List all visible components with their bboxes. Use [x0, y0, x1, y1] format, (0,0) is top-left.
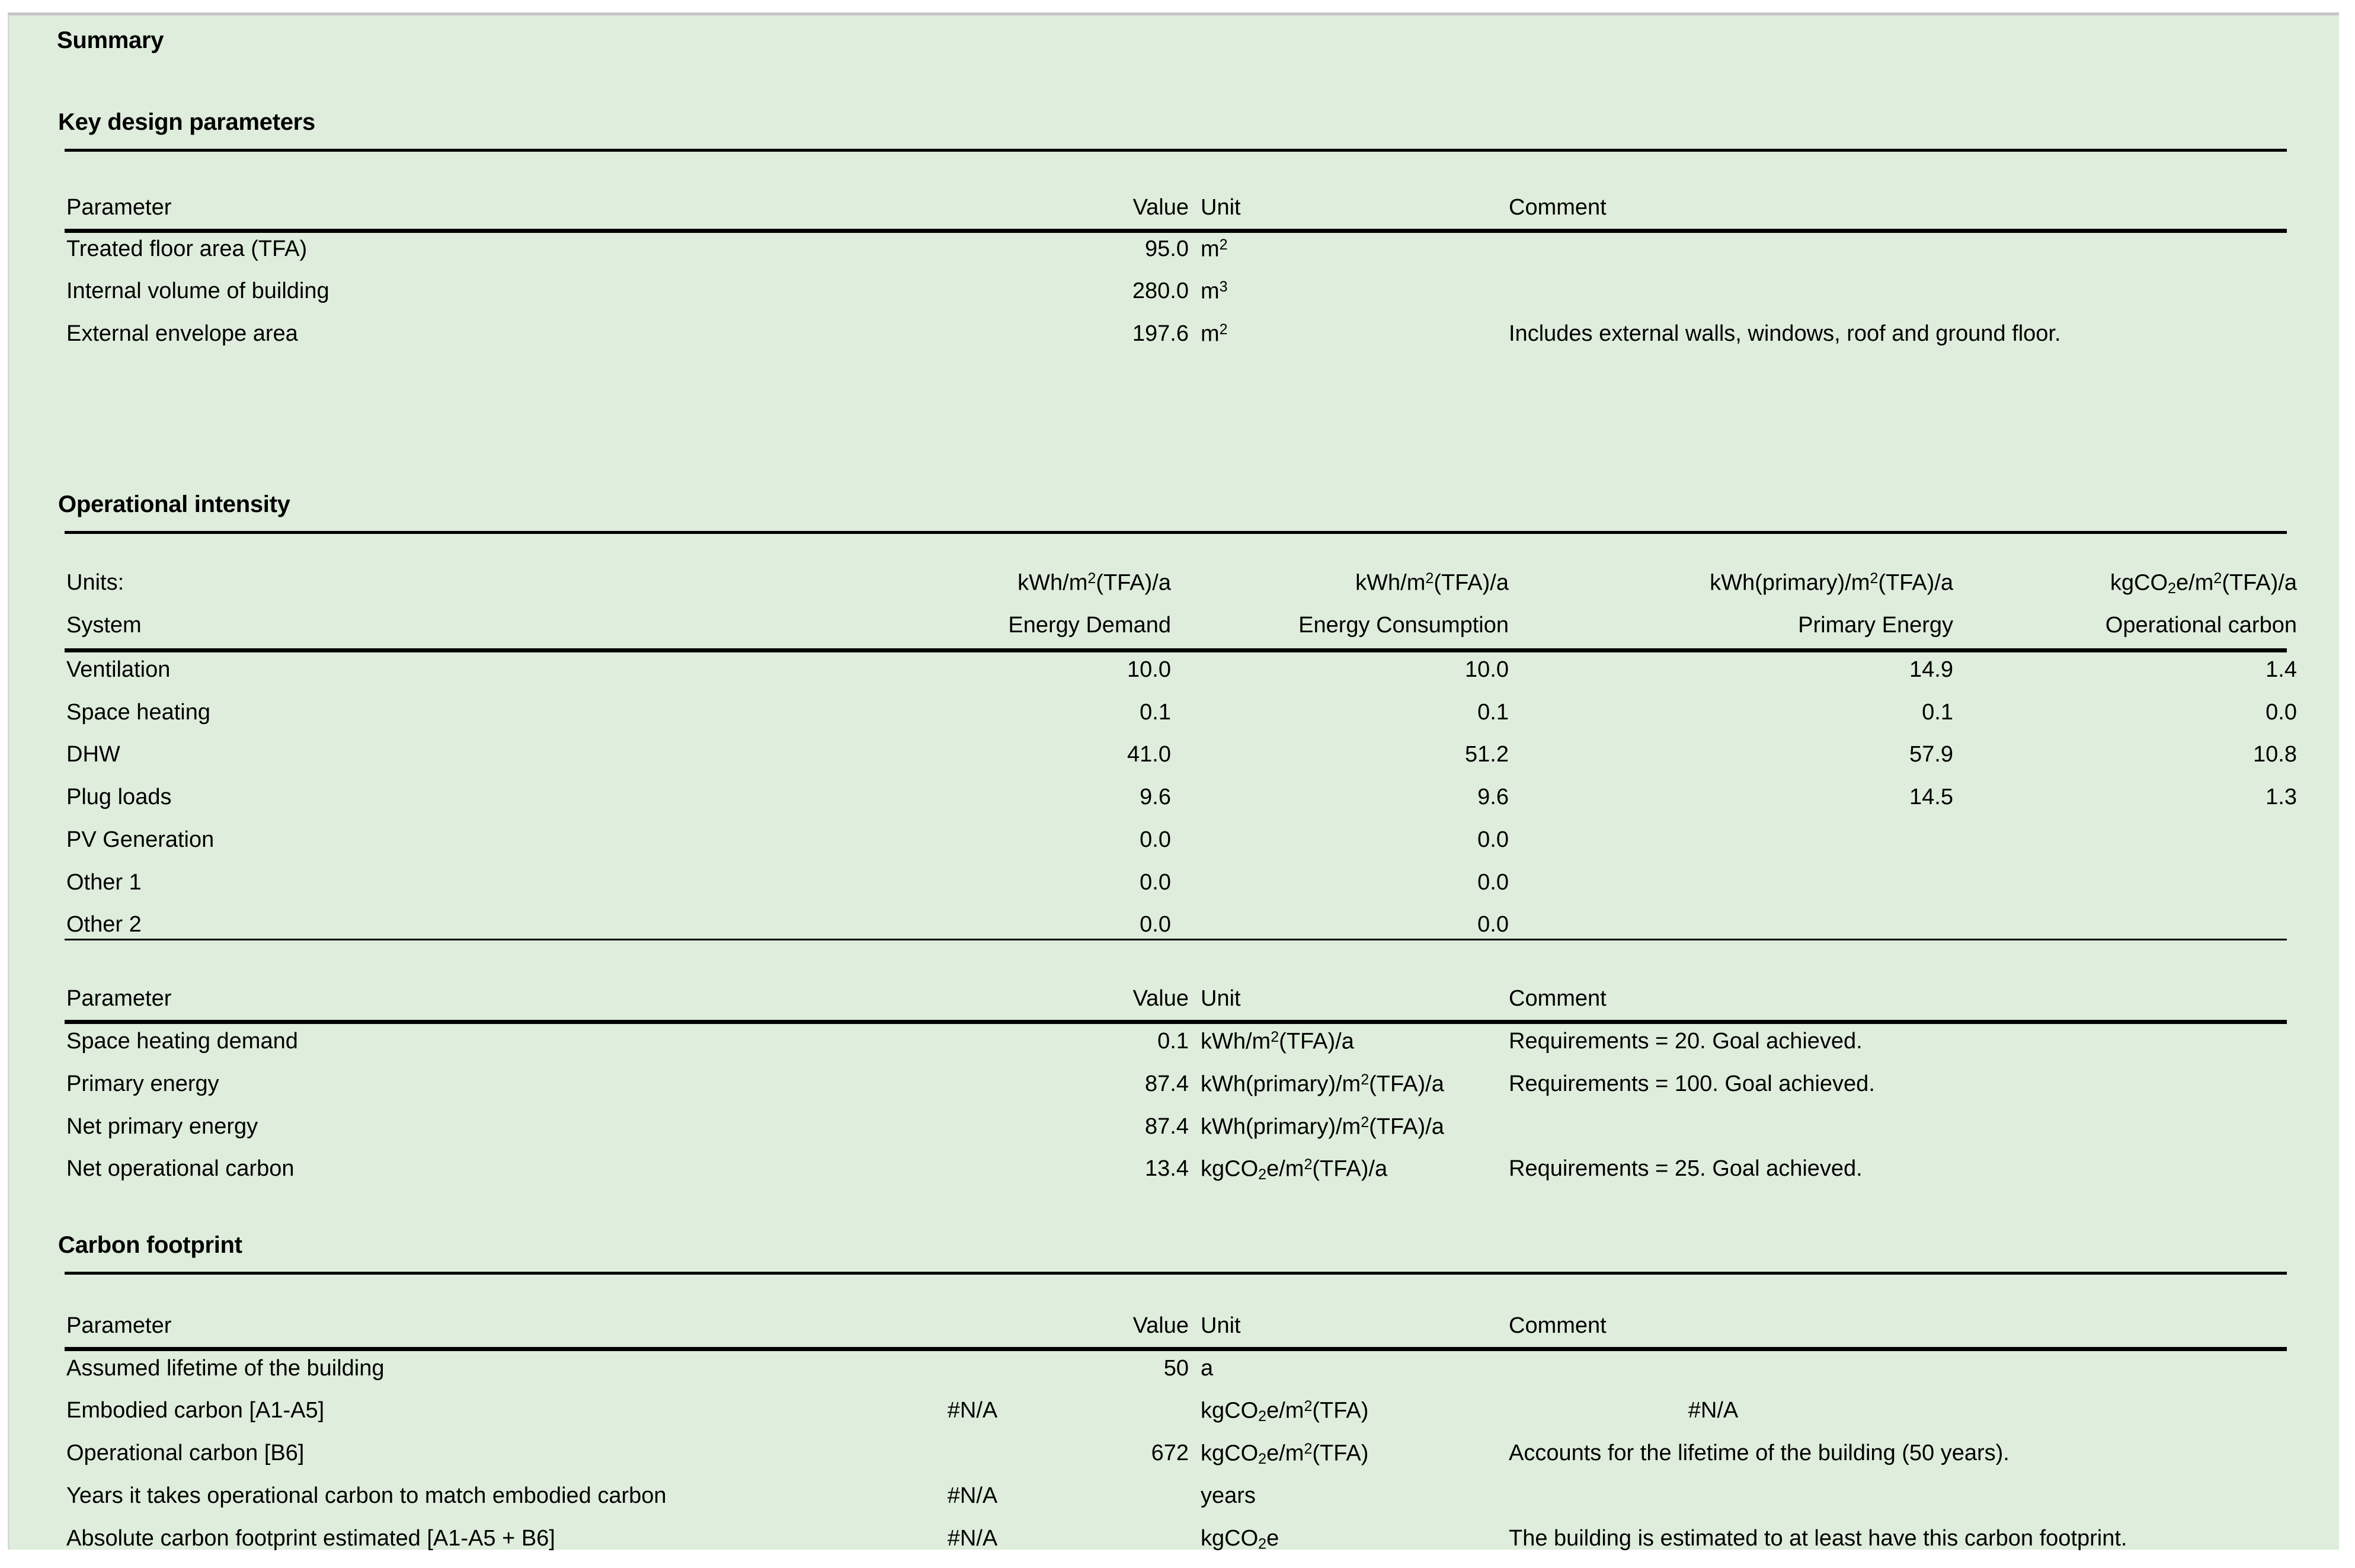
oi-unit-header-operational-carbon: $kgCO_2e/m^2(TFA)/a$	[2110, 570, 2297, 597]
oi-header-rule	[65, 648, 2287, 651]
ois-row-value: 13.4	[1145, 1156, 1189, 1181]
oi-row-primary-energy: 14.9	[1909, 657, 1953, 682]
cf-row-unit: a	[1201, 1356, 1214, 1381]
cf-row-parameter: Assumed lifetime of the building	[66, 1356, 385, 1381]
oi-unit-header-energy-demand: kWh/$m^2(TFA)/a$	[1017, 570, 1171, 596]
oi-row-system: Ventilation	[66, 657, 171, 682]
ois-row-parameter: Net operational carbon	[66, 1156, 295, 1181]
cf-col-unit: Unit	[1201, 1313, 1241, 1338]
oi-col-primary-energy: Primary Energy	[1798, 613, 1953, 638]
oi-row-energy-demand: 10.0	[1127, 657, 1171, 682]
cf-header-rule	[65, 1347, 2287, 1350]
page-title: Summary	[57, 27, 164, 53]
oi-col-energy-consumption: Energy Consumption	[1298, 613, 1509, 638]
oi-row-energy-demand: 41.0	[1127, 742, 1171, 767]
kdp-row-parameter: Internal volume of building	[66, 279, 329, 303]
oi-bottom-rule	[65, 939, 2287, 940]
oi-row-energy-demand: 0.0	[1140, 827, 1171, 852]
kdp-row-unit: $m^3$	[1201, 279, 1228, 304]
kdp-row-comment: Includes external walls, windows, roof and ground floor.	[1509, 321, 2061, 346]
oi-row-primary-energy: 57.9	[1909, 742, 1953, 767]
ois-col-value: Value	[1132, 986, 1189, 1011]
oi-row-system: DHW	[66, 742, 120, 767]
cf-row-value: #N/A	[947, 1526, 998, 1551]
kdp-row-value: 95.0	[1145, 236, 1189, 261]
oi-row-system: Space heating	[66, 700, 210, 725]
oi-row-energy-consumption: 51.2	[1465, 742, 1509, 767]
oi-row-system: Other 2	[66, 912, 142, 937]
cf-row-comment: The building is estimated to at least have this carbon footprint.	[1509, 1526, 2127, 1551]
oi-row-energy-consumption: 0.0	[1477, 912, 1509, 937]
cf-row-value: #N/A	[947, 1483, 998, 1508]
oi-row-energy-consumption: 0.1	[1477, 700, 1509, 725]
kdp-col-unit: Unit	[1201, 195, 1241, 220]
ois-row-unit: kWh/$m^2(TFA)/a$	[1201, 1029, 1354, 1054]
kdp-col-comment: Comment	[1509, 195, 1607, 220]
section-heading-key-design-parameters: Key design parameters	[58, 109, 315, 135]
ois-col-comment: Comment	[1509, 986, 1607, 1011]
kdp-row-value: 280.0	[1132, 279, 1189, 303]
ois-row-comment: Requirements = 25. Goal achieved.	[1509, 1156, 1863, 1181]
cf-row-comment: #N/A	[1688, 1398, 1739, 1423]
ois-row-comment: Requirements = 100. Goal achieved.	[1509, 1071, 1875, 1096]
kdp-col-parameter: Parameter	[66, 195, 172, 220]
oi-units-label: Units:	[66, 570, 124, 595]
cf-col-value: Value	[1132, 1313, 1189, 1338]
oi-row-operational-carbon: 1.4	[2266, 657, 2297, 682]
oi-row-system: PV Generation	[66, 827, 215, 852]
oi-col-energy-demand: Energy Demand	[1008, 613, 1171, 638]
oi-row-energy-demand: 0.0	[1140, 912, 1171, 937]
oi-row-primary-energy: 14.5	[1909, 785, 1953, 809]
ois-header-rule	[65, 1020, 2287, 1023]
oi-row-energy-demand: 0.1	[1140, 700, 1171, 725]
ois-row-parameter: Space heating demand	[66, 1029, 298, 1054]
cf-row-value: #N/A	[947, 1398, 998, 1423]
cf-row-parameter: Operational carbon [B6]	[66, 1441, 305, 1465]
cf-row-unit: kgCO$_2$e	[1201, 1526, 1279, 1553]
cf-row-value: 672	[1151, 1441, 1189, 1465]
oi-row-system: Other 1	[66, 870, 142, 895]
ois-row-comment: Requirements = 20. Goal achieved.	[1509, 1029, 1863, 1054]
ois-row-parameter: Net primary energy	[66, 1114, 258, 1139]
cf-col-comment: Comment	[1509, 1313, 1607, 1338]
ois-row-value: 87.4	[1145, 1114, 1189, 1139]
ois-row-unit: $kWh(primary)/m^2(TFA)/a$	[1201, 1114, 1444, 1140]
oi-row-operational-carbon: 1.3	[2266, 785, 2297, 809]
kdp-col-value: Value	[1132, 195, 1189, 220]
oi-col-operational-carbon: Operational carbon	[2105, 613, 2297, 638]
cf-col-parameter: Parameter	[66, 1313, 172, 1338]
ois-row-value: 0.1	[1157, 1029, 1189, 1054]
oi-row-energy-consumption: 0.0	[1477, 827, 1509, 852]
oi-row-energy-demand: 0.0	[1140, 870, 1171, 895]
oi-row-energy-consumption: 10.0	[1465, 657, 1509, 682]
ois-col-unit: Unit	[1201, 986, 1241, 1011]
section-heading-carbon-footprint: Carbon footprint	[58, 1232, 242, 1258]
ois-col-parameter: Parameter	[66, 986, 172, 1011]
oi-row-energy-consumption: 9.6	[1477, 785, 1509, 809]
oi-unit-header-energy-consumption: kWh/$m^2(TFA)/a$	[1355, 570, 1509, 596]
kdp-header-rule	[65, 229, 2287, 232]
kdp-row-parameter: External envelope area	[66, 321, 298, 346]
kdp-row-value: 197.6	[1132, 321, 1189, 346]
oi-row-system: Plug loads	[66, 785, 172, 809]
oi-unit-header-primary-energy: $kWh(primary)/m^2(TFA)/a$	[1710, 570, 1953, 596]
section-rule-key-design-parameters	[65, 149, 2287, 152]
section-rule-operational-intensity	[65, 531, 2287, 534]
cf-row-value: 50	[1163, 1356, 1189, 1381]
oi-row-primary-energy: 0.1	[1922, 700, 1953, 725]
cf-row-comment: Accounts for the lifetime of the building (50 years).	[1509, 1441, 2010, 1465]
ois-row-parameter: Primary energy	[66, 1071, 219, 1096]
summary-sheet	[8, 12, 2339, 1553]
ois-row-value: 87.4	[1145, 1071, 1189, 1096]
section-heading-operational-intensity: Operational intensity	[58, 491, 290, 517]
kdp-row-parameter: Treated floor area (TFA)	[66, 236, 308, 261]
cf-row-parameter: Embodied carbon [A1-A5]	[66, 1398, 325, 1423]
cf-row-unit: years	[1201, 1483, 1256, 1508]
kdp-row-unit: $m^2$	[1201, 321, 1228, 347]
cf-row-unit: $kgCO_2e/m^2(TFA)$	[1201, 1398, 1369, 1425]
oi-row-energy-demand: 9.6	[1140, 785, 1171, 809]
oi-row-energy-consumption: 0.0	[1477, 870, 1509, 895]
oi-row-operational-carbon: 0.0	[2266, 700, 2297, 725]
ois-row-unit: $kgCO_2e/m^2(TFA)/a$	[1201, 1156, 1388, 1183]
section-rule-carbon-footprint	[65, 1272, 2287, 1275]
cf-row-parameter: Years it takes operational carbon to match embodied carbon	[66, 1483, 667, 1508]
ois-row-unit: $kWh(primary)/m^2(TFA)/a$	[1201, 1071, 1444, 1097]
oi-row-operational-carbon: 10.8	[2253, 742, 2297, 767]
kdp-row-unit: $m^2$	[1201, 236, 1228, 262]
oi-col-system: System	[66, 613, 142, 638]
cf-row-parameter: Absolute carbon footprint estimated [A1-A5 + B6]	[66, 1526, 555, 1551]
cf-row-unit: $kgCO_2e/m^2(TFA)$	[1201, 1441, 1369, 1467]
